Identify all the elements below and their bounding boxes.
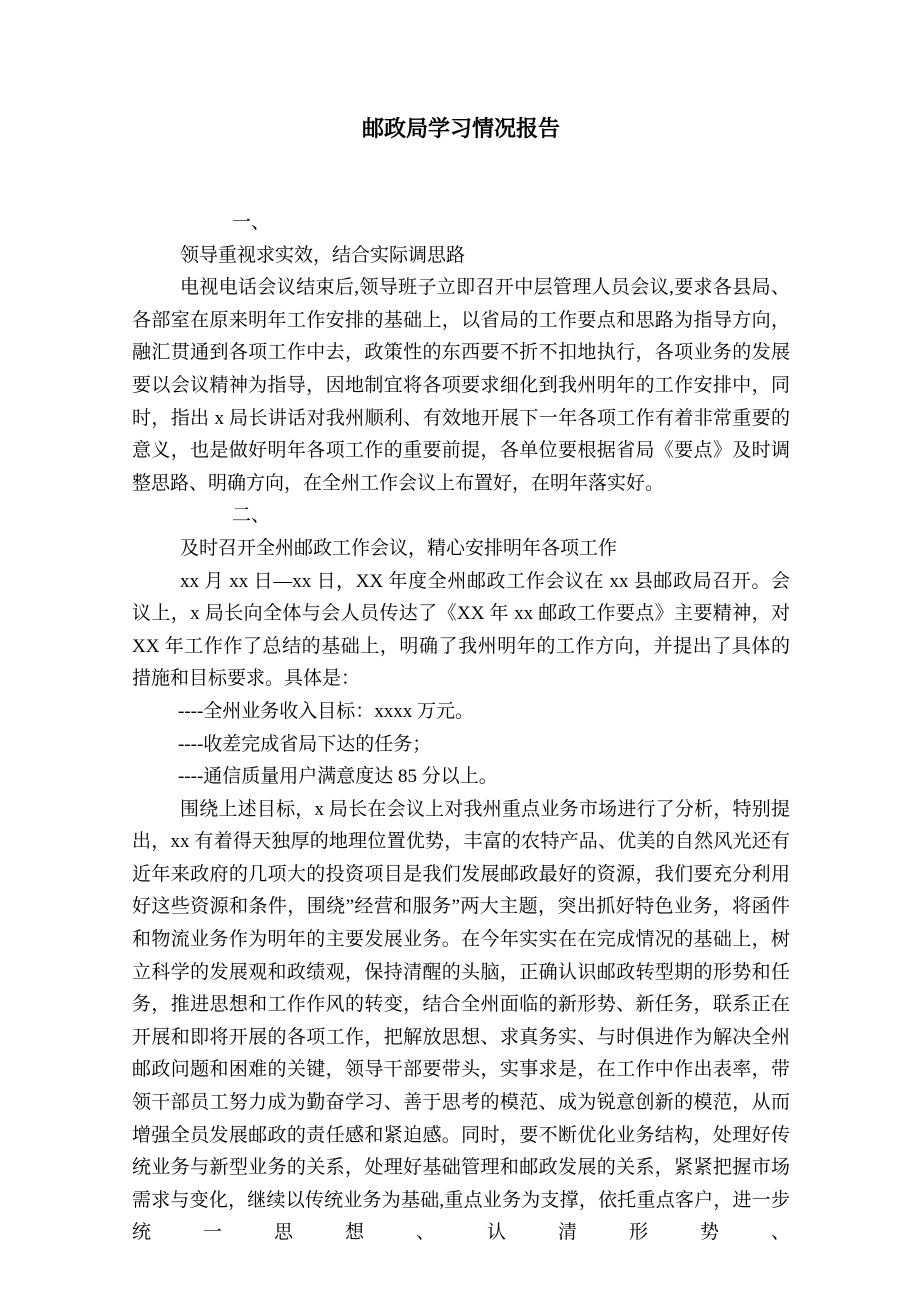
goal-item-revenue: ----全州业务收入目标：xxxx 万元。 (178, 700, 475, 722)
section-two-heading: 及时召开全州邮政工作会议，精心安排明年各项工作 (180, 537, 618, 559)
section-one-paragraph: 电视电话会议结束后,领导班子立即召开中层管理人员会议,要求各县局、各部室在原来明年工作安排的基础上，以省局的工作要点和思路为指导方向，融汇贯通到各项工作中去，政策性的东西要不折不扣地执行，各项业务的发展要以会议精神为指导，因地制宜将各项要求细化到我州明年的工作安排中，同时，指出 x 局长讲话对我州顺利、有效地开展下一年各项工作有着非常重要的意义，也是做好明年各项工作的重要前提，各单位要根据省局《要点》及时调整思路、明确方向，在全州工作会议上布置好，在明年落实好。 (132, 277, 790, 494)
goal-item-deficit: ----收差完成省局下达的任务； (178, 733, 432, 755)
section-one-number: 一、 (232, 212, 271, 233)
document-title: 邮政局学习情况报告 (361, 116, 560, 141)
section-one-heading: 领导重视求实效，结合实际调思路 (180, 244, 466, 266)
section-two-number: 二、 (232, 505, 271, 527)
document-body (132, 207, 790, 1250)
section-two-analysis-paragraph: 围绕上述目标，x 局长在会议上对我州重点业务市场进行了分析，特别提出，xx 有着得天独厚的地理位置优势，丰富的农特产品、优美的自然风光还有近年来政府的几项大的投资项目是我们发展邮政最好的资源，我们要充分利用好这些资源和条件，围绕”经营和服务”两大主题，突出抓好特色业务，将函件和物流业务作为明年的主要发展业务。在今年实实在在完成情况的基础上，树立科学的发展观和政绩观，保持清醒的头脑，正确认识邮政转型期的形势和任务，推进思想和工作作风的转变，结合全州面临的新形势、新任务，联系正在开展和即将开展的各项工作，把解放思想、求真务实、与时俱进作为解决全州邮政问题和困难的关键，领导干部要带头，实事求是，在工作中作出表率，带领干部员工努力成为勤奋学习、善于思考的模范、成为锐意创新的模范，从而增强全员发展邮政的责任感和紧迫感。同时，要不断优化业务结构，处理好传统业务与新型业务的关系，处理好基础管理和邮政发展的关系，紧紧把握市场需求与变化，继续以传统业务为基础,重点业务为支撑，依托重点客户，进一步统一思想、认清形势、 (132, 798, 790, 1244)
section-two-intro-paragraph: xx 月 xx 日—xx 日，XX 年度全州邮政工作会议在 xx 县邮政局召开。会议上，x 局长向全体与会人员传达了《XX 年 xx 邮政工作要点》主要精神，对 XX 年工作作了总结的基础上，明确了我州明年的工作方向，并提出了具体的措施和目标要求。具体是： (132, 570, 790, 690)
goal-item-satisfaction: ----通信质量用户满意度达 85 分以上。 (178, 766, 498, 788)
